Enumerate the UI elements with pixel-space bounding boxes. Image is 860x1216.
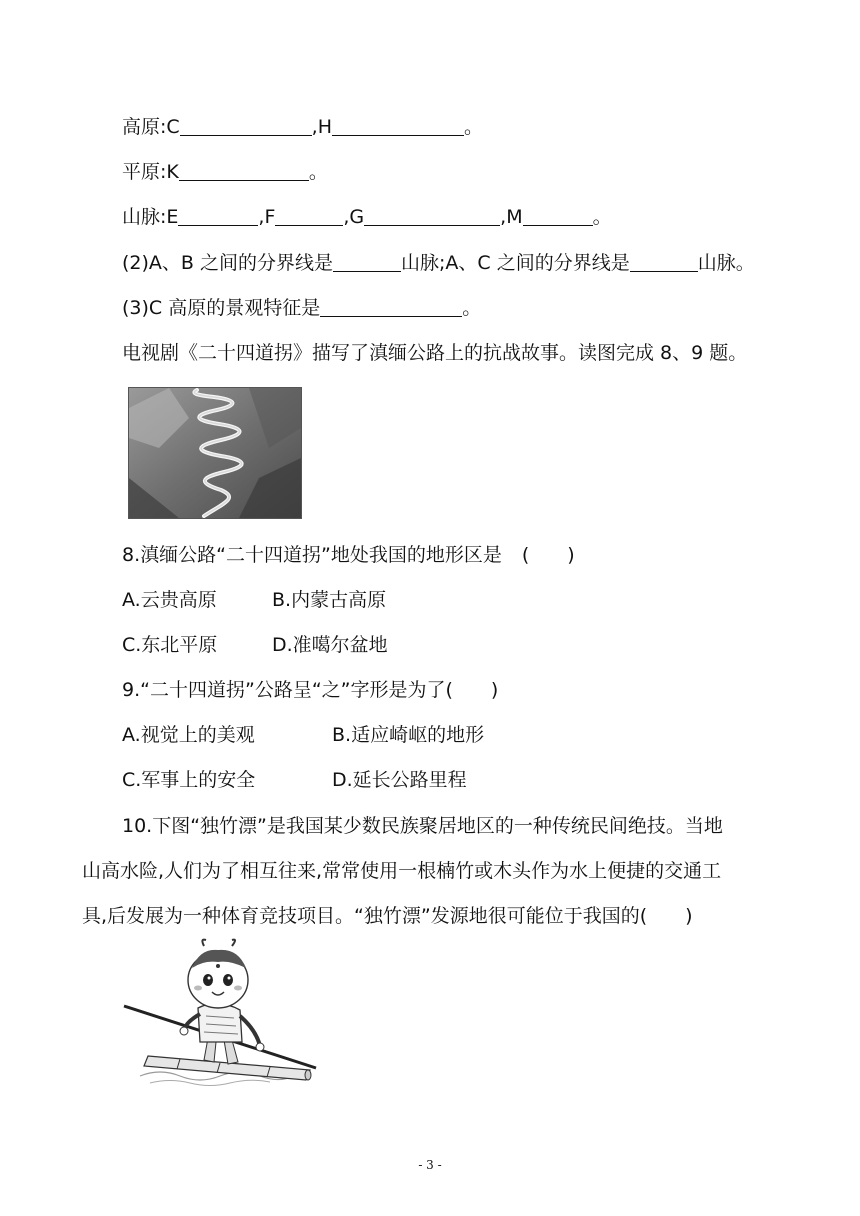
q8-option-a[interactable]: A.云贵高原 [122, 589, 217, 611]
blank-k[interactable] [179, 162, 309, 181]
plateau-sep: ,H [311, 116, 332, 138]
q9-stem [122, 678, 498, 702]
intro-text: 电视剧《二十四道拐》描写了滇缅公路上的抗战故事。读图完成 8、9 题。 [122, 342, 748, 364]
winding-road-photo [128, 387, 302, 519]
q10-line3 [82, 904, 693, 928]
blank-ac[interactable] [630, 253, 698, 272]
plateau-line [122, 115, 483, 139]
part2-text-c: 山脉。 [697, 252, 755, 274]
q9-option-c[interactable]: C.军事上的安全 [122, 769, 256, 791]
q10-line2: 山高水险,人们为了相互往来,常常使用一根楠竹或木头作为水上便捷的交通工 [82, 860, 722, 882]
part3-line [122, 296, 481, 320]
q10-line3-text: 具,后发展为一种体育竞技项目。“独竹漂”发源地很可能位于我国的 [82, 905, 640, 927]
q8-option-d[interactable]: D.准噶尔盆地 [272, 634, 388, 656]
plain-line [122, 160, 328, 184]
mountains-line [122, 205, 612, 229]
part2-text-a: (2)A、B 之间的分界线是 [122, 252, 333, 274]
label-f: ,F [258, 206, 276, 228]
q9-stem-text: 9.“二十四道拐”公路呈“之”字形是为了 [122, 679, 446, 701]
q10-line1: 10.下图“独竹漂”是我国某少数民族聚居地区的一种传统民间绝技。当地 [122, 815, 723, 837]
part3-text: (3)C 高原的景观特征是 [122, 297, 321, 319]
plateau-label: 高原:C [122, 116, 180, 138]
part2-text-b: 山脉;A、C 之间的分界线是 [401, 252, 630, 274]
period: 。 [308, 161, 328, 183]
bamboo-rafting-cartoon [120, 938, 320, 1088]
blank-ab[interactable] [333, 253, 401, 272]
blank-e[interactable] [178, 207, 258, 226]
blank-g[interactable] [364, 207, 500, 226]
q8-stem-text: 8.滇缅公路“二十四道拐”地处我国的地形区是 [122, 544, 502, 566]
plain-label: 平原:K [122, 161, 179, 183]
q8-stem [122, 543, 575, 567]
period: 。 [462, 297, 482, 319]
q8-option-b[interactable]: B.内蒙古高原 [272, 589, 387, 611]
q9-option-a[interactable]: A.视觉上的美观 [122, 724, 255, 746]
q9-answer-bracket[interactable]: ( ) [445, 679, 499, 701]
q9-option-b[interactable]: B.适应崎岖的地形 [332, 724, 485, 746]
label-m: ,M [500, 206, 523, 228]
q10-answer-bracket[interactable]: ( ) [639, 905, 693, 927]
q8-option-c[interactable]: C.东北平原 [122, 634, 218, 656]
q8-answer-bracket[interactable]: ( ) [521, 544, 575, 566]
q9-option-d[interactable]: D.延长公路里程 [332, 769, 467, 791]
label-g: ,G [343, 206, 365, 228]
blank-c[interactable] [180, 117, 312, 136]
blank-h[interactable] [332, 117, 464, 136]
page-number: - 3 - [418, 1158, 442, 1172]
blank-landscape[interactable] [320, 298, 462, 317]
period: 。 [592, 206, 612, 228]
blank-f[interactable] [275, 207, 343, 226]
period: 。 [464, 116, 484, 138]
mountains-label: 山脉:E [122, 206, 179, 228]
blank-m[interactable] [523, 207, 593, 226]
part2-line [122, 251, 755, 275]
